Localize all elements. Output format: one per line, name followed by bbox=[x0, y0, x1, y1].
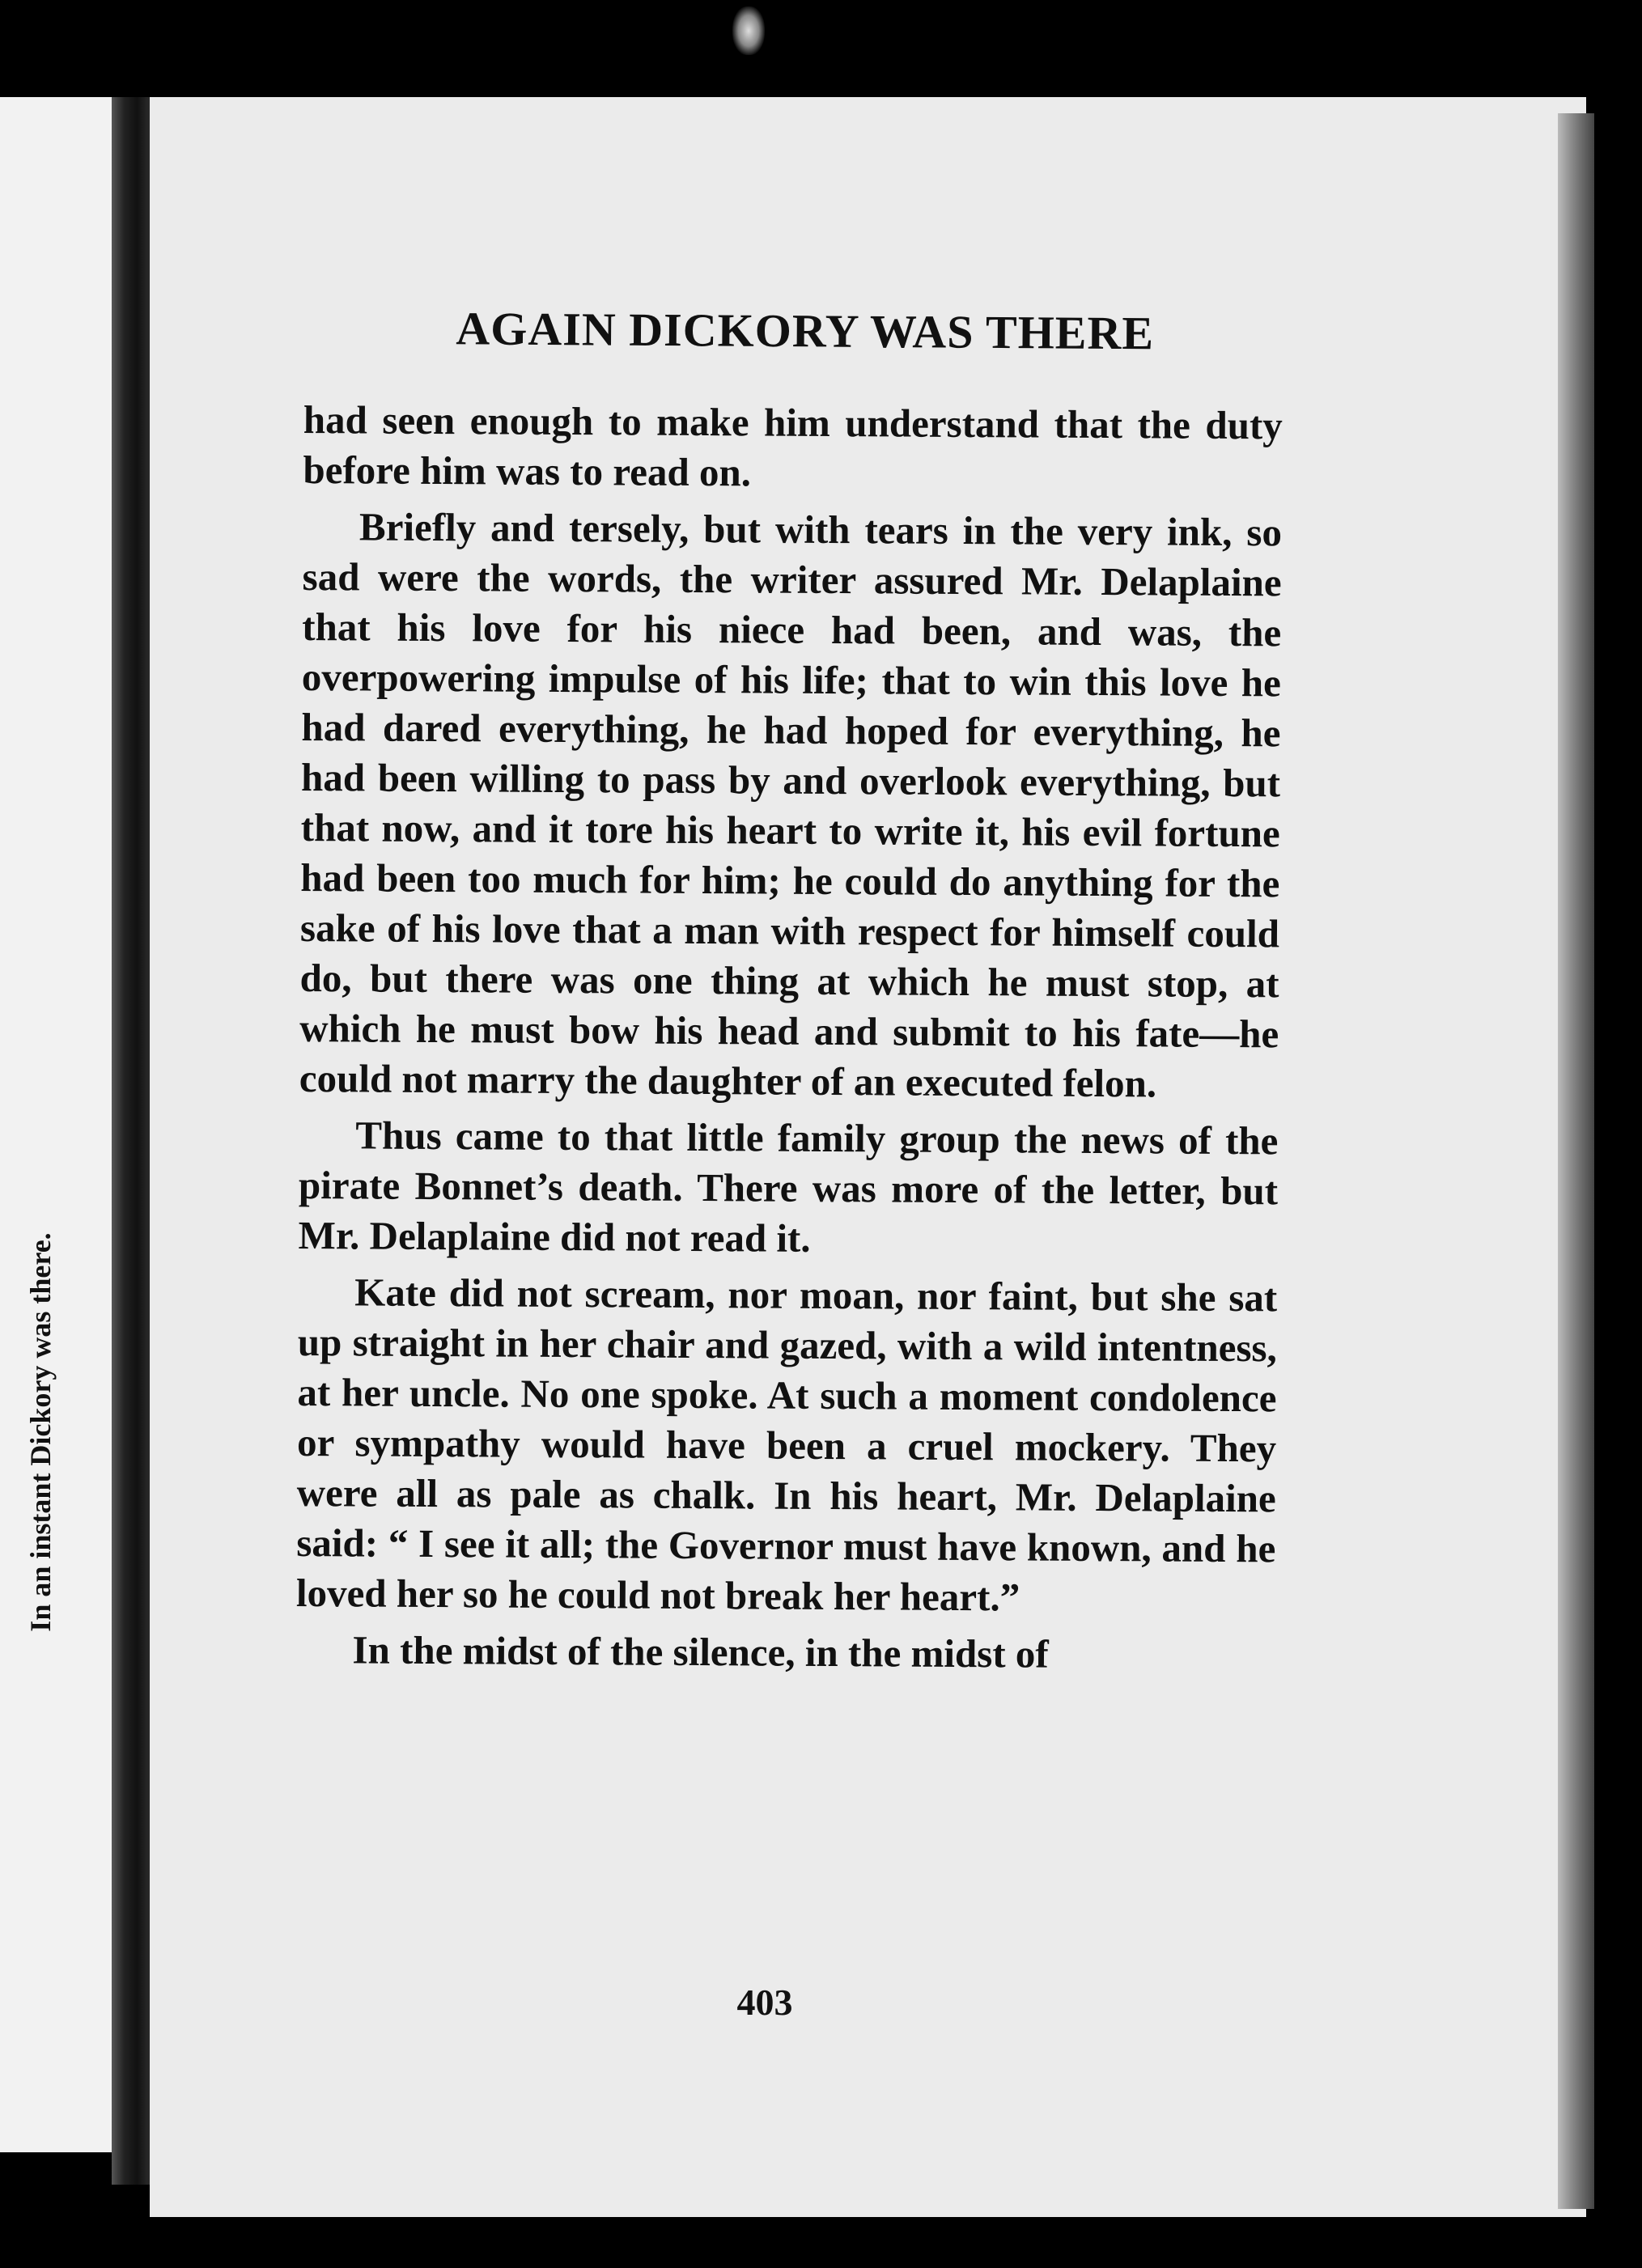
paragraph: Thus came to that little family group the news of the pirate Bonnet’s death. There was more of the letter, but Mr. Delaplaine did not read it. bbox=[298, 1113, 1279, 1261]
plate-caption: In an instant Dickory was there. bbox=[24, 1232, 57, 1632]
running-head: AGAIN DICKORY WAS THERE bbox=[456, 302, 1155, 360]
paragraph: In the midst of the silence, in the midst of bbox=[352, 1627, 1049, 1677]
paragraph: had seen enough to make him understand that the duty before him was to read on. bbox=[303, 396, 1283, 495]
body-text bbox=[295, 395, 1283, 1687]
scan-speck bbox=[732, 6, 765, 55]
paragraph: Kate did not scream, nor moan, nor faint, but she sat up straight in her chair and gazed, with a wild intentness, at her uncle. No one spoke. At such a moment condolence or sympathy would have been a cruel mockery. They were all as pale as chalk. In his heart, Mr. Delaplaine said: “ I see it all; the Governor must have known, and he loved her so he could not break her heart.” bbox=[295, 1270, 1278, 1620]
facing-plate-page bbox=[0, 97, 117, 2152]
paragraph: Briefly and tersely, but with tears in the very ink, so sad were the words, the writer assured Mr. Delaplaine that his love for his niece had been, and was, the overpowering impulse of his life; that to win this love he had dared everything, he had hoped for everything, he had been willing to pass by and overlook everything, but that now, and it tore his heart to write it, his evil fortune had been too much for him; he could do anything for the sake of his love that a man with respect for himself could do, but there was one thing at which he must stop, at which he must bow his head and submit to his fate—he could not marry the daughter of an executed felon. bbox=[299, 504, 1283, 1106]
page-edge-shadow bbox=[1558, 113, 1594, 2209]
page-number: 403 bbox=[736, 1982, 793, 2023]
book-gutter bbox=[112, 97, 154, 2185]
